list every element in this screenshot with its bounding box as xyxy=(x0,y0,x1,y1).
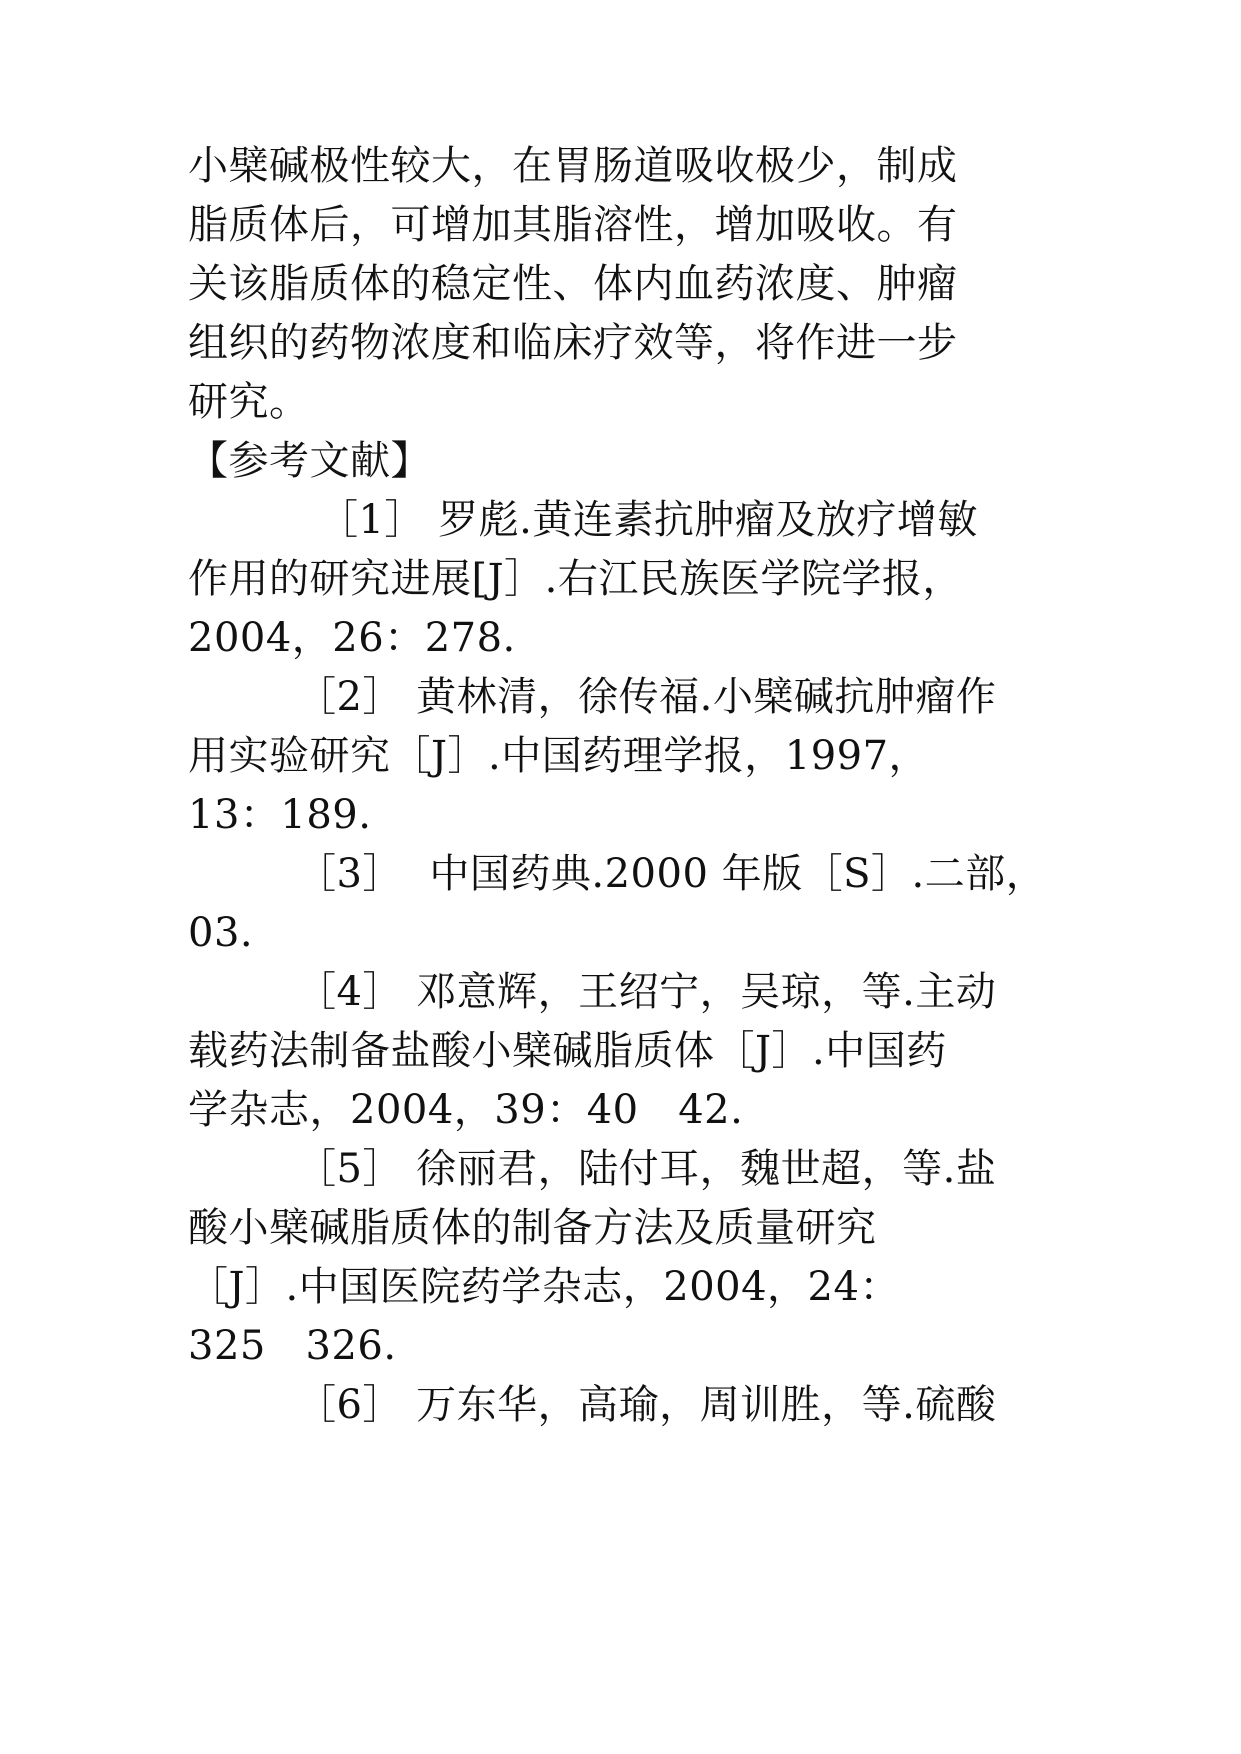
reference-2-line-3: 13：189. xyxy=(188,792,372,838)
reference-5-line-2: 酸小檗碱脂质体的制备方法及质量研究 xyxy=(188,1205,877,1251)
body-line-5: 研究。 xyxy=(188,379,310,425)
body-line-3: 关该脂质体的稳定性、体内血药浓度、肿瘤 xyxy=(188,261,958,307)
reference-4-line-3: 学杂志，2004，39：40 42. xyxy=(188,1087,744,1133)
body-line-4: 组织的药物浓度和临床疗效等，将作进一步 xyxy=(188,320,958,366)
reference-5-line-4: 325 326. xyxy=(188,1323,397,1369)
reference-1-line-2: 作用的研究进展[J］.右江民族医学院学报， xyxy=(188,556,963,602)
reference-4-line-1: ［4］ 邓意辉，王绍宁，吴琼，等.主动 xyxy=(296,969,997,1015)
body-line-2: 脂质体后，可增加其脂溶性，增加吸收。有 xyxy=(188,202,958,248)
reference-2-line-2: 用实验研究［J］.中国药理学报，1997， xyxy=(188,733,930,779)
reference-3-line-1: ［3］ 中国药典.2000 年版［S］.二部， xyxy=(296,851,1047,897)
references-heading: 【参考文献】 xyxy=(188,438,431,484)
reference-6-line-1: ［6］ 万东华，高瑜，周训胜，等.硫酸 xyxy=(296,1382,997,1428)
reference-2-line-1: ［2］ 黄林清，徐传福.小檗碱抗肿瘤作 xyxy=(296,674,997,720)
reference-5-line-1: ［5］ 徐丽君，陆付耳，魏世超，等.盐 xyxy=(296,1146,997,1192)
reference-1-line-3: 2004，26：278. xyxy=(188,615,516,661)
reference-5-line-3: ［J］.中国医院药学杂志，2004，24： xyxy=(188,1264,900,1310)
body-line-1: 小檗碱极性较大，在胃肠道吸收极少，制成 xyxy=(188,143,958,189)
reference-3-line-2: 03. xyxy=(188,910,254,956)
reference-4-line-2: 载药法制备盐酸小檗碱脂质体［J］.中国药 xyxy=(188,1028,947,1074)
reference-1-line-1: ［1］ 罗彪.黄连素抗肿瘤及放疗增敏 xyxy=(318,497,978,543)
